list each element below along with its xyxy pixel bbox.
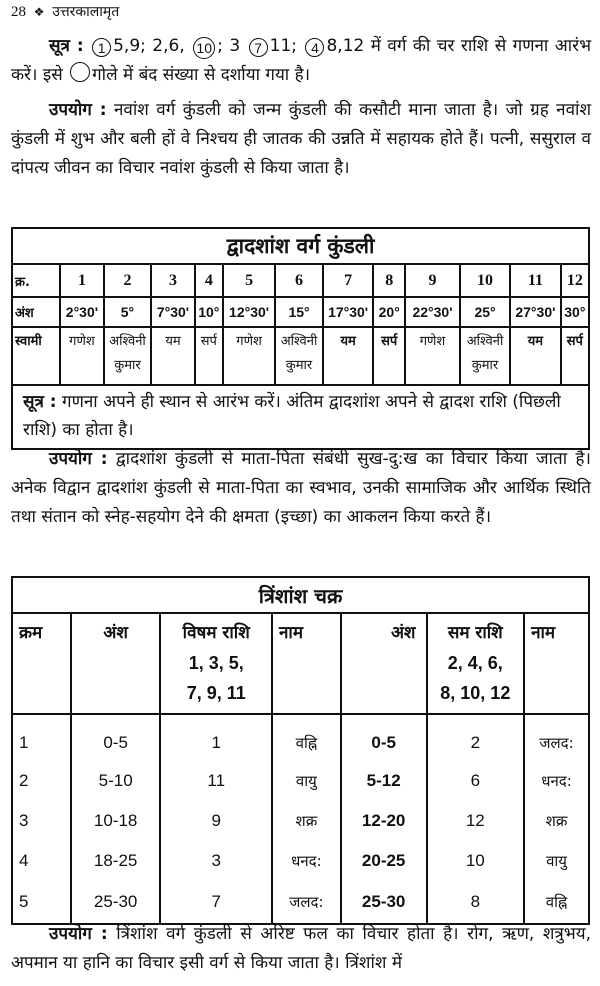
cell-kram: 2 xyxy=(12,761,71,801)
cell: 12°30' xyxy=(223,297,275,327)
header-label: सम राशि xyxy=(447,623,503,643)
cell: 3 xyxy=(151,264,195,297)
sutra-label: सूत्र : xyxy=(23,392,57,412)
cell-ansh-even: 5-12 xyxy=(341,761,427,801)
sutra-text: गोले में बंद संख्या से दर्शाया गया है। xyxy=(92,65,311,85)
sutra-label: सूत्र : xyxy=(49,36,84,56)
usage-label: उपयोग : xyxy=(49,449,108,469)
page-number: 28 xyxy=(11,4,26,20)
cell: 30° xyxy=(561,297,589,327)
cell-kram: 4 xyxy=(12,841,71,881)
circled-number-icon: 4 xyxy=(305,38,324,57)
row-label: स्वामी xyxy=(12,327,60,385)
cell-odd-sign: 9 xyxy=(160,801,272,841)
cell: अश्विनी कुमार xyxy=(104,327,152,385)
cell: अश्विनी कुमार xyxy=(275,327,323,385)
usage-text: नवांश वर्ग कुंडली को जन्म कुंडली की कसौटी माना जाता है। जो ग्रह नवांश कुंडली में शुभ और बली हों वे निश्चय ही जातक की उन्नति में सहायक होते हैं। पत्नी, ससुराल व दांपत्य जीवन का विचार नवांश कुंडली से किया जाता है। xyxy=(11,100,592,178)
table-row xyxy=(12,841,589,881)
cell-ansh-odd: 5-10 xyxy=(71,761,161,801)
cell: गणेश xyxy=(405,327,460,385)
table-row-sutra xyxy=(12,385,589,449)
cell: सर्प xyxy=(373,327,405,385)
table-row xyxy=(12,714,589,761)
cell: 7°30' xyxy=(151,297,195,327)
cell-name-odd: जलद: xyxy=(272,881,341,924)
cell: 12 xyxy=(561,264,589,297)
cell: 7 xyxy=(323,264,374,297)
header-numbers: 1, 3, 5, xyxy=(188,653,244,673)
sutra-text: 11; xyxy=(269,36,298,56)
cell: 9 xyxy=(405,264,460,297)
cell: सर्प xyxy=(195,327,223,385)
cell: गणेश xyxy=(223,327,275,385)
cell: 2°30' xyxy=(60,297,104,327)
cell-even-sign: 8 xyxy=(427,881,525,924)
cell-even-sign: 12 xyxy=(427,801,525,841)
cell-name-even: धनद: xyxy=(524,761,589,801)
empty-circle-icon xyxy=(70,62,90,82)
header-ansh-even: अंश xyxy=(341,613,427,714)
table-title: द्वादशांश वर्ग कुंडली xyxy=(12,228,589,264)
cell-even-sign: 10 xyxy=(427,841,525,881)
cell: 5° xyxy=(104,297,152,327)
book-title: उत्तरकालामृत xyxy=(52,4,120,20)
circled-number-icon: 10 xyxy=(193,37,215,59)
usage-label: उपयोग : xyxy=(49,924,108,944)
cell-ansh-even: 25-30 xyxy=(341,881,427,924)
cell-odd-sign: 7 xyxy=(160,881,272,924)
cell-odd-sign: 11 xyxy=(160,761,272,801)
cell: 10 xyxy=(460,264,510,297)
header-ansh-odd: अंश xyxy=(71,613,161,714)
usage-label: उपयोग : xyxy=(49,100,107,120)
cell: 6 xyxy=(275,264,323,297)
header-numbers: 2, 4, 6, xyxy=(447,653,503,673)
header-kram: क्रम xyxy=(12,613,71,714)
sutra-text: 8,12 में वर्ग की चर राशि से गणना आरंभ करें। इसे xyxy=(11,36,592,85)
cell-ansh-even: 12-20 xyxy=(341,801,427,841)
cell: यम xyxy=(151,327,195,385)
cell: 10° xyxy=(195,297,223,327)
cell: यम xyxy=(323,327,374,385)
cell-name-even: वायु xyxy=(524,841,589,881)
cell-ansh-odd: 10-18 xyxy=(71,801,161,841)
cell: गणेश xyxy=(60,327,104,385)
cell-name-even: शक्र xyxy=(524,801,589,841)
cell-name-odd: शक्र xyxy=(272,801,341,841)
cell-ansh-odd: 25-30 xyxy=(71,881,161,924)
cell: अश्विनी कुमार xyxy=(460,327,510,385)
header-odd-sign xyxy=(160,613,272,714)
cell: यम xyxy=(510,327,561,385)
separator-icon: ❖ xyxy=(33,5,45,19)
cell-name-even: जलद: xyxy=(524,714,589,761)
header-numbers: 7, 9, 11 xyxy=(186,683,246,703)
trimshamsha-usage xyxy=(11,920,591,978)
dwadashamsha-usage xyxy=(11,445,591,532)
table-row xyxy=(12,801,589,841)
table-row xyxy=(12,761,589,801)
cell-name-even: वह्नि xyxy=(524,881,589,924)
cell: 2 xyxy=(104,264,152,297)
sutra-text: 5,9; 2,6, xyxy=(113,36,185,56)
page-header xyxy=(11,2,119,21)
cell-even-sign: 2 xyxy=(427,714,525,761)
cell: 25° xyxy=(460,297,510,327)
cell-odd-sign: 1 xyxy=(160,714,272,761)
sutra-text: गणना अपने ही स्थान से आरंभ करें। अंतिम द्वादशांश अपने से द्वादश राशि (पिछली राशि) का होता है। xyxy=(23,392,561,440)
cell: 1 xyxy=(60,264,104,297)
table-header-row xyxy=(12,613,589,714)
cell: सर्प xyxy=(561,327,589,385)
header-label: विषम राशि xyxy=(182,623,250,643)
cell: 5 xyxy=(223,264,275,297)
table-row xyxy=(12,881,589,924)
table-row-lords xyxy=(12,327,589,385)
cell: 22°30' xyxy=(405,297,460,327)
cell-kram: 1 xyxy=(12,714,71,761)
table-row-degrees xyxy=(12,297,589,327)
circled-number-icon: 7 xyxy=(249,38,268,57)
dwadashamsha-table xyxy=(11,227,590,450)
sutra-text: ; 3 xyxy=(217,36,241,56)
trimshamsha-table xyxy=(11,576,590,925)
cell: 27°30' xyxy=(510,297,561,327)
table-row-number xyxy=(12,264,589,297)
cell-name-odd: वह्नि xyxy=(272,714,341,761)
header-name-odd: नाम xyxy=(272,613,341,714)
cell-ansh-odd: 0-5 xyxy=(71,714,161,761)
cell-name-odd: वायु xyxy=(272,761,341,801)
cell-even-sign: 6 xyxy=(427,761,525,801)
cell: 4 xyxy=(195,264,223,297)
cell: 15° xyxy=(275,297,323,327)
cell: 11 xyxy=(510,264,561,297)
row-label: क्र. xyxy=(12,264,60,297)
cell-name-odd: धनद: xyxy=(272,841,341,881)
cell-kram: 5 xyxy=(12,881,71,924)
cell-kram: 3 xyxy=(12,801,71,841)
cell-ansh-even: 0-5 xyxy=(341,714,427,761)
cell-odd-sign: 3 xyxy=(160,841,272,881)
cell: 8 xyxy=(373,264,405,297)
cell-ansh-odd: 18-25 xyxy=(71,841,161,881)
header-name-even: नाम xyxy=(524,613,589,714)
row-label: अंश xyxy=(12,297,60,327)
circled-number-icon: 1 xyxy=(92,38,111,57)
cell: 17°30' xyxy=(323,297,374,327)
table-title: त्रिंशांश चक्र xyxy=(12,577,589,613)
cell: 20° xyxy=(373,297,405,327)
header-numbers: 8, 10, 12 xyxy=(440,683,511,703)
header-even-sign xyxy=(427,613,525,714)
usage-text: द्वादशांश कुंडली से माता-पिता संबंधी सुख-दु:ख का विचार किया जाता है। अनेक विद्वान द्वादशांश कुंडली से माता-पिता का स्वभाव, उनकी सामाजिक और आर्थिक स्थिति तथा संतान को स्नेह-सहयोग देने की क्षमता (इच्छा) का आकलन किया करते हैं। xyxy=(11,449,591,527)
navamsha-sutra xyxy=(11,32,591,90)
usage-text: त्रिंशांश वर्ग कुंडली से अरिष्ट फल का विचार होता है। रोग, ऋण, शत्रुभय, अपमान या हानि का विचार इसी वर्ग से किया जाता है। त्रिंशांश में xyxy=(11,924,591,973)
cell-ansh-even: 20-25 xyxy=(341,841,427,881)
sutra-cell xyxy=(12,385,589,449)
navamsha-usage xyxy=(11,96,591,183)
